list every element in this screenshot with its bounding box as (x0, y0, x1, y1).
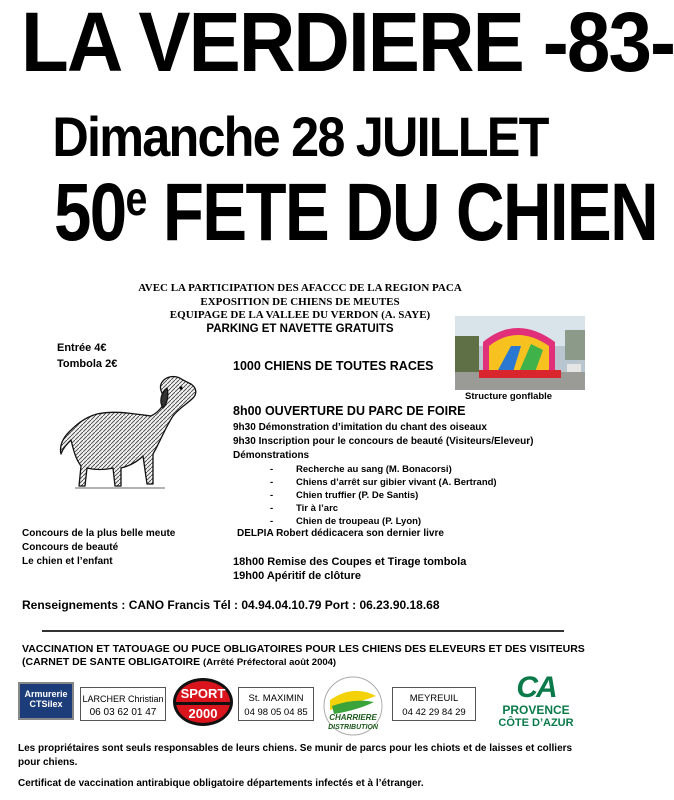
closing-aperitif: 19h00 Apéritif de clôture (233, 570, 361, 582)
sport-text: SPORT (180, 686, 226, 701)
armurerie-logo (18, 682, 74, 720)
entry-price: Entrée 4€ (57, 342, 107, 354)
meyreuil-name: MEYREUIL (409, 693, 459, 704)
demonstrations-list (270, 463, 497, 528)
demo-item: - Chien truffier (P. De Santis) (270, 489, 497, 502)
contest-pack: Concours de la plus belle meute (22, 528, 176, 539)
stmaximin-phone: 04 98 05 04 85 (244, 707, 308, 718)
sponsor-larcher (80, 687, 166, 721)
vaccination-decree: (Arrêté Préfectoral août 2004) (203, 657, 337, 668)
ca-mark: CA (516, 671, 556, 704)
schedule-beauty-registration: 9h30 Inscription pour le concours de beauté (Visiteurs/Eleveur) (233, 436, 534, 447)
sponsor-meyreuil (392, 687, 476, 721)
larcher-phone: 06 03 62 01 47 (89, 707, 157, 718)
contact-info: Renseignements : CANO Francis Tél : 04.94.04.10.79 Port : 06.23.90.18.68 (22, 598, 440, 612)
demonstrations-label: Démonstrations (233, 450, 310, 461)
contest-child: Le chien et l’enfant (22, 556, 113, 567)
setter-dog-illustration (55, 368, 205, 493)
title-event-name: FETE DU CHIEN (145, 167, 658, 258)
armurerie-line1: Armurerie (24, 689, 68, 699)
ca-cote-azur: CÔTE D’AZUR (498, 717, 574, 729)
title-date: Dimanche 28 JUILLET (52, 105, 548, 168)
vaccination-notice (22, 643, 588, 669)
charriere-distribution-logo (320, 676, 386, 736)
inflatable-structure-photo (455, 316, 585, 390)
schedule-birds: 9h30 Démonstration d’imitation du chant des oiseaux (233, 422, 487, 433)
owner-responsibility: Les propriétaires sont seuls responsables de leurs chiens. Se munir de parcs pour les chiots et de laisses et colliers pour chiens. (18, 743, 573, 768)
demo-item: - Chiens d’arrêt sur gibier vivant (A. Bertrand) (270, 476, 497, 489)
intro-equipage: EQUIPAGE DE LA VALLEE DU VERDON (A. SAYE) (169, 309, 431, 321)
charriere-text: CHARRIERE (329, 713, 377, 722)
awards-tombola: 18h00 Remise des Coupes et Tirage tombola (233, 556, 467, 568)
armurerie-line2: CTSilex (29, 699, 63, 709)
ca-provence: PROVENCE (502, 703, 570, 717)
dogs-count-highlight: 1000 CHIENS DE TOUTES RACES (233, 359, 434, 373)
structure-caption: Structure gonflable (465, 391, 553, 402)
demo-item: - Chien de troupeau (P. Lyon) (270, 515, 497, 528)
title-event (54, 166, 658, 260)
credit-agricole-logo (484, 672, 588, 742)
larcher-name: LARCHER Christian (82, 694, 164, 704)
sponsor-st-maximin (238, 687, 314, 721)
meyreuil-phone: 04 42 29 84 29 (402, 707, 466, 718)
sport-2000-text: 2000 (188, 706, 218, 721)
contest-beauty: Concours de beauté (22, 542, 119, 553)
vaccination-text: VACCINATION ET TATOUAGE OU PUCE OBLIGATOIRES POUR LES CHIENS DES ELEVEURS ET DES VISITEURS (CARNET DE SANTE OBLIGATOIRE (22, 643, 585, 668)
title-event-number: 50 (54, 167, 126, 258)
book-signing: DELPIA Robert dédicacera son dernier livre (237, 528, 444, 539)
rabies-certificate: Certificat de vaccination antirabique obligatoire départements infectés et à l’étranger. (18, 778, 424, 789)
intro-participation: AVEC LA PARTICIPATION DES AFACCC DE LA REGION PACA (138, 282, 462, 294)
sport-2000-logo (172, 677, 234, 727)
intro-parking: PARKING ET NAVETTE GRATUITS (206, 323, 394, 335)
intro-exposition: EXPOSITION DE CHIENS DE MEUTES (200, 296, 400, 308)
title-location: LA VERDIERE -83- (21, 0, 674, 89)
demo-item: - Tir à l’arc (270, 502, 497, 515)
distribution-text: DISTRIBUTION (328, 724, 378, 731)
tombola-price: Tombola 2€ (57, 358, 118, 370)
demo-item: - Recherche au sang (M. Bonacorsi) (270, 463, 497, 476)
title-event-ordinal: e (125, 173, 146, 226)
divider (42, 630, 564, 632)
fair-opening: 8h00 OUVERTURE DU PARC DE FOIRE (233, 404, 466, 418)
stmaximin-name: St. MAXIMIN (248, 693, 304, 704)
